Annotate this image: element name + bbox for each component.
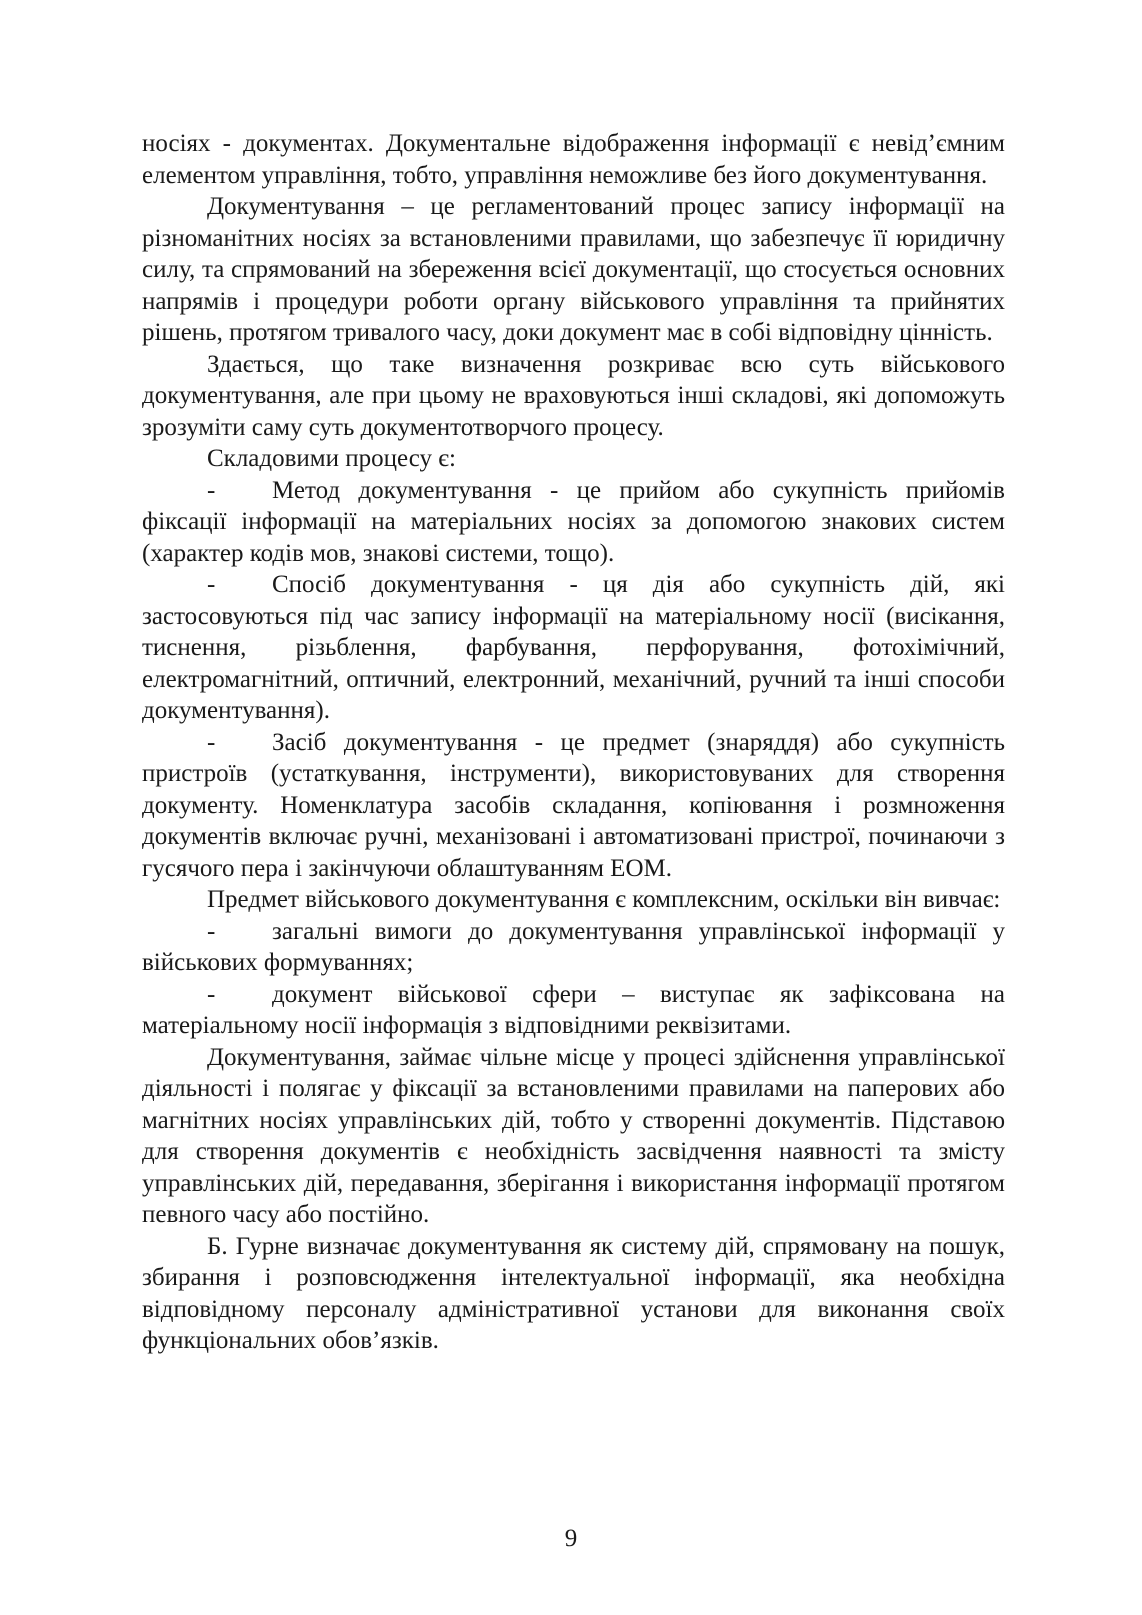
paragraph-comment: Здається, що таке визначення розкриває всю суть військового документування, але при цьому не враховуються інші складові, які допоможуть зрозуміти саму суть документотворчого процесу.: [142, 350, 1005, 441]
paragraph-components-heading: Складовими процесу є:: [207, 445, 456, 472]
list-item-text: Спосіб документування - ця дія або сукупність дій, які застосовуються під час запису інформації на матеріальному носії (висікання, тиснення, різьблення, фарбування, перфорування, фотохімічний, електромагнітний, оптичний, електронний, механічний, ручний та інші способи документування).: [142, 571, 1005, 724]
list-item-text: Метод документування - це прийом або сукупність прийомів фіксації інформації на матеріальних носіях за допомогою знакових систем (характер кодів мов, знакові системи, тощо).: [142, 476, 1005, 567]
list-item-requirements: [142, 916, 1005, 979]
list-dash: -: [207, 980, 216, 1008]
paragraph-gurne: Б. Гурне визначає документування як систему дій, спрямовану на пошук, збирання і розповсюдження інтелектуальної інформації, яка необхідна відповідному персоналу адміністративної установи для виконання своїх функціональних обов’язків.: [142, 1232, 1005, 1354]
list-item-method: [142, 475, 1005, 570]
list-item-text: загальні вимоги до документування управлінської інформації у військових формуваннях;: [142, 917, 1005, 976]
list-dash: -: [207, 917, 216, 945]
list-dash: -: [207, 728, 216, 756]
list-item-text: Засіб документування - це предмет (знаряддя) або сукупність пристроїв (устаткування, інструменти), використовуваних для створення документу. Номенклатура засобів складання, копіювання і розмноження документів включає ручні, механізовані і автоматизовані пристрої, починаючи з гусячого пера і закінчуючи облаштуванням ЕОМ.: [142, 728, 1005, 882]
list-item-means: [142, 727, 1005, 885]
paragraph-subject: Предмет військового документування є комплексним, оскільки він вивчає:: [207, 886, 1001, 913]
list-item-document: [142, 979, 1005, 1042]
paragraph-intro: носіях - документах. Документальне відображення інформації є невід’ємним елементом управління, тобто, управління неможливе без його документування.: [142, 130, 1005, 189]
list-dash: -: [207, 571, 216, 598]
list-item-text: документ військової сфери – виступає як зафіксована на матеріальному носії інформація з відповідними реквізитами.: [142, 980, 1005, 1039]
paragraph-definition: Документування – це регламентований процес запису інформації на різноманітних носіях за встановленими правилами, що забезпечує її юридичну силу, та спрямований на збереження всієї документації, що стосується основних напрямів і процедури роботи органу військового управління та прийнятих рішень, протягом тривалого часу, доки документ має в собі відповідну цінність.: [142, 193, 1005, 346]
list-item-way: [142, 569, 1005, 727]
list-dash: -: [207, 476, 216, 504]
page-number: 9: [564, 1525, 578, 1552]
paragraph-role: Документування, займає чільне місце у процесі здійснення управлінської діяльності і полягає у фіксації за встановленими правилами на паперових або магнітних носіях управлінських дій, тобто у створенні документів. Підставою для створення документів є необхідність засвідчення наявності та змісту управлінських дій, передавання, зберігання і використання інформації протягом певного часу або постійно.: [142, 1043, 1005, 1228]
document-page: [142, 128, 1005, 1357]
